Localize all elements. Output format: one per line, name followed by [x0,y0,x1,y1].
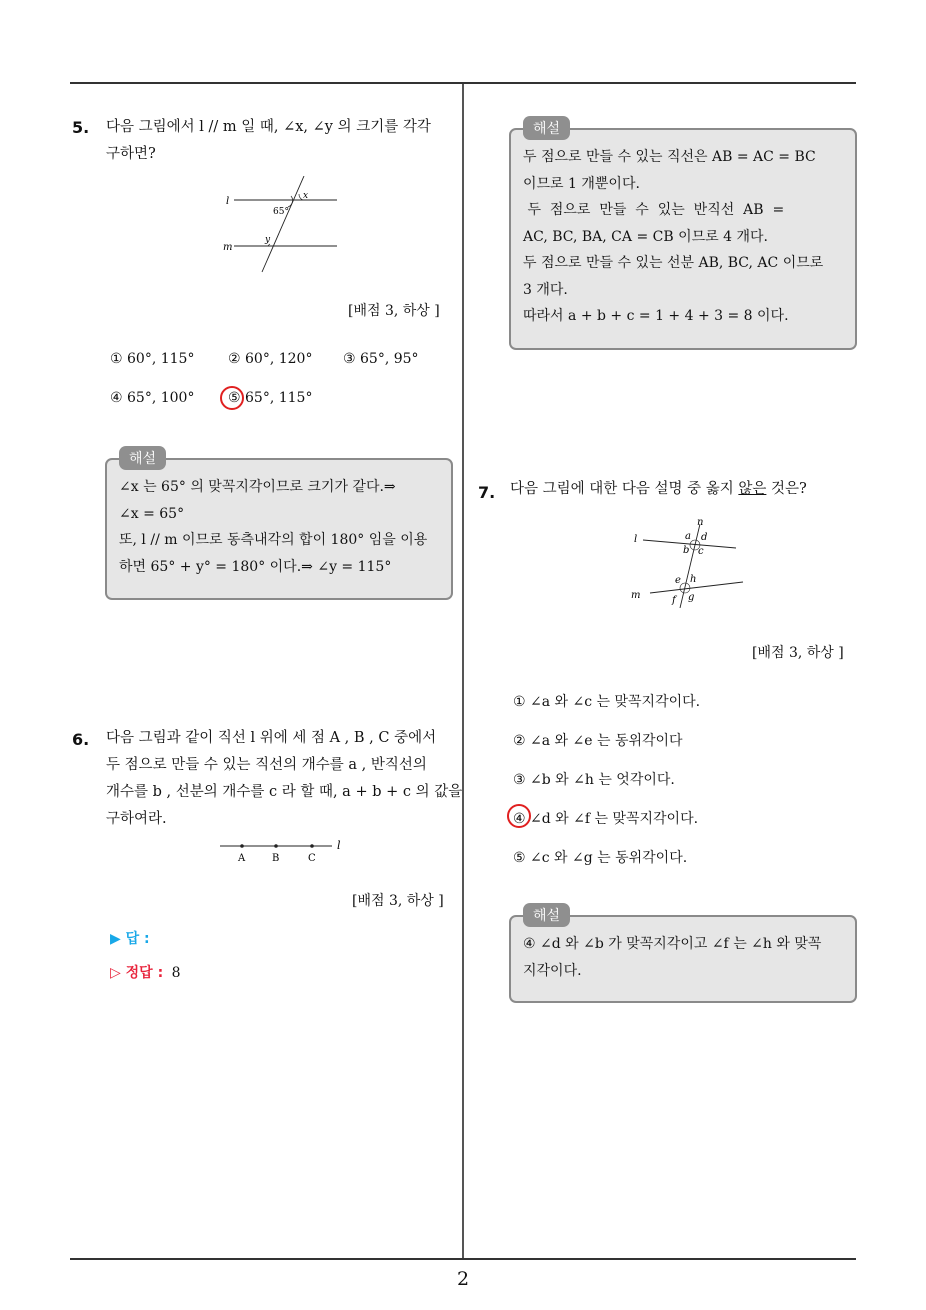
page-number: 2 [456,1268,470,1290]
label-l: l [226,196,230,207]
label-b: b [683,545,690,556]
label-b: B [272,853,280,864]
explanation-line: 두 점으로 만들 수 있는 반직선 AB = [523,202,785,218]
question-7-text-end: 것은? [766,481,807,497]
explanation-line: ④ ∠d 와 ∠b 가 맞꼭지각이고 ∠f 는 ∠h 와 맞꼭 [523,936,822,952]
explanation-line: 또, l // m 이므로 동측내각의 합이 180° 임을 이용 [119,532,428,548]
label-d: d [701,532,708,543]
question-6-line: 개수를 b , 선분의 개수를 c 라 할 때, a + b + c 의 값을 [106,784,463,800]
correct-answer [110,962,181,982]
label-m: m [631,590,641,601]
question-7-option-2[interactable]: ② ∠a 와 ∠e 는 동위각이다 [513,733,683,749]
question-7-option-5[interactable]: ⑤ ∠c 와 ∠g 는 동위각이다. [513,850,688,866]
label-n: n [697,517,704,528]
question-5-score: [배점 3, 하상 ] [348,303,440,319]
label-65: 65° [273,207,289,217]
selected-answer-mark [507,804,531,828]
explanation-line: 이므로 1 개뿐이다. [523,175,640,192]
column-divider [462,84,464,1258]
label-e: e [675,575,681,586]
correct-answer-value: 8 [171,965,181,981]
explanation-line: 두 점으로 만들 수 있는 직선은 AB = AC = BC [523,149,816,165]
question-5-explanation-box [105,451,453,600]
label-a: a [685,531,691,542]
question-7-score: [배점 3, 하상 ] [752,645,844,661]
label-f: f [672,595,676,606]
label-c: C [308,853,316,864]
answer-label: ▶ 답 : [110,931,150,947]
question-6-score: [배점 3, 하상 ] [352,893,444,909]
explanation-line: AC, BC, BA, CA = CB 이므로 4 개다. [523,228,768,245]
question-7-figure [628,516,748,608]
question-5-option-2[interactable]: ② 60°, 120° [228,351,313,367]
label-l: l [634,534,638,545]
question-7-option-3[interactable]: ③ ∠b 와 ∠h 는 엇각이다. [513,772,675,788]
question-5-option-3[interactable]: ③ 65°, 95° [343,351,419,367]
question-5-number: 5. [72,118,90,137]
question-7-text [510,476,807,503]
question-7-option-1[interactable]: ① ∠a 와 ∠c 는 맞꼭지각이다. [513,694,701,710]
question-6-line: 구하여라. [106,811,167,827]
label-y: y [265,235,271,245]
label-g: g [688,592,695,603]
question-5-text [106,114,456,168]
point-c [310,844,314,848]
question-6-text [106,725,463,833]
question-7-option-4[interactable]: ④ ∠d 와 ∠f 는 맞꼭지각이다. [513,811,699,827]
label-l: l [337,839,341,852]
question-6-number: 6. [72,730,90,749]
explanation-line: 하면 65° + y° = 180° 이다.⇒ ∠y = 115° [119,558,392,575]
label-x: x [303,191,309,201]
question-5-option-4[interactable]: ④ 65°, 100° [110,390,195,406]
question-7-number: 7. [478,483,496,502]
explanation-tag: 해설 [523,116,570,140]
correct-answer-label: ▷ 정답 : [110,965,164,981]
explanation-line: ∠x 는 65° 의 맞꼭지각이므로 크기가 같다.⇒ [119,479,396,495]
bottom-rule [70,1258,856,1260]
point-b [274,844,278,848]
question-6-line: 다음 그림과 같이 직선 l 위에 세 점 A , B , C 중에서 [106,730,437,746]
explanation-line: 지각이다. [523,962,582,979]
question-6-figure [215,836,350,866]
explanation-tag: 해설 [119,446,166,470]
explanation-line: 따라서 a + b + c = 1 + 4 + 3 = 8 이다. [523,308,789,324]
question-5-option-5[interactable]: ⑤ 65°, 115° [228,390,313,406]
question-5-line-1: 다음 그림에서 l // m 일 때, ∠x, ∠y 의 크기를 각각 [106,119,431,135]
question-7-explanation-box [509,908,857,1003]
question-5-figure [220,176,345,276]
answer-field[interactable] [110,928,150,948]
question-7-text-start: 다음 그림에 대한 다음 설명 중 옳지 [510,481,739,497]
label-a: A [238,853,246,864]
explanation-line: 두 점으로 만들 수 있는 선분 AB, BC, AC 이므로 [523,255,824,271]
line-m [650,582,743,593]
question-6-line: 두 점으로 만들 수 있는 직선의 개수를 a , 반직선의 [106,757,427,773]
explanation-line: ∠x = 65° [119,505,185,522]
question-5-line-2: 구하면? [106,146,156,162]
label-h: h [690,574,697,585]
question-7-text-emphasis: 않은 [738,481,767,497]
question-6-explanation-box [509,121,857,350]
selected-answer-mark [220,386,244,410]
label-c: c [698,546,704,557]
label-m: m [223,242,233,253]
explanation-tag: 해설 [523,903,570,927]
question-5-option-1[interactable]: ① 60°, 115° [110,351,195,367]
point-a [240,844,244,848]
explanation-line: 3 개다. [523,281,568,298]
transversal [262,176,304,272]
